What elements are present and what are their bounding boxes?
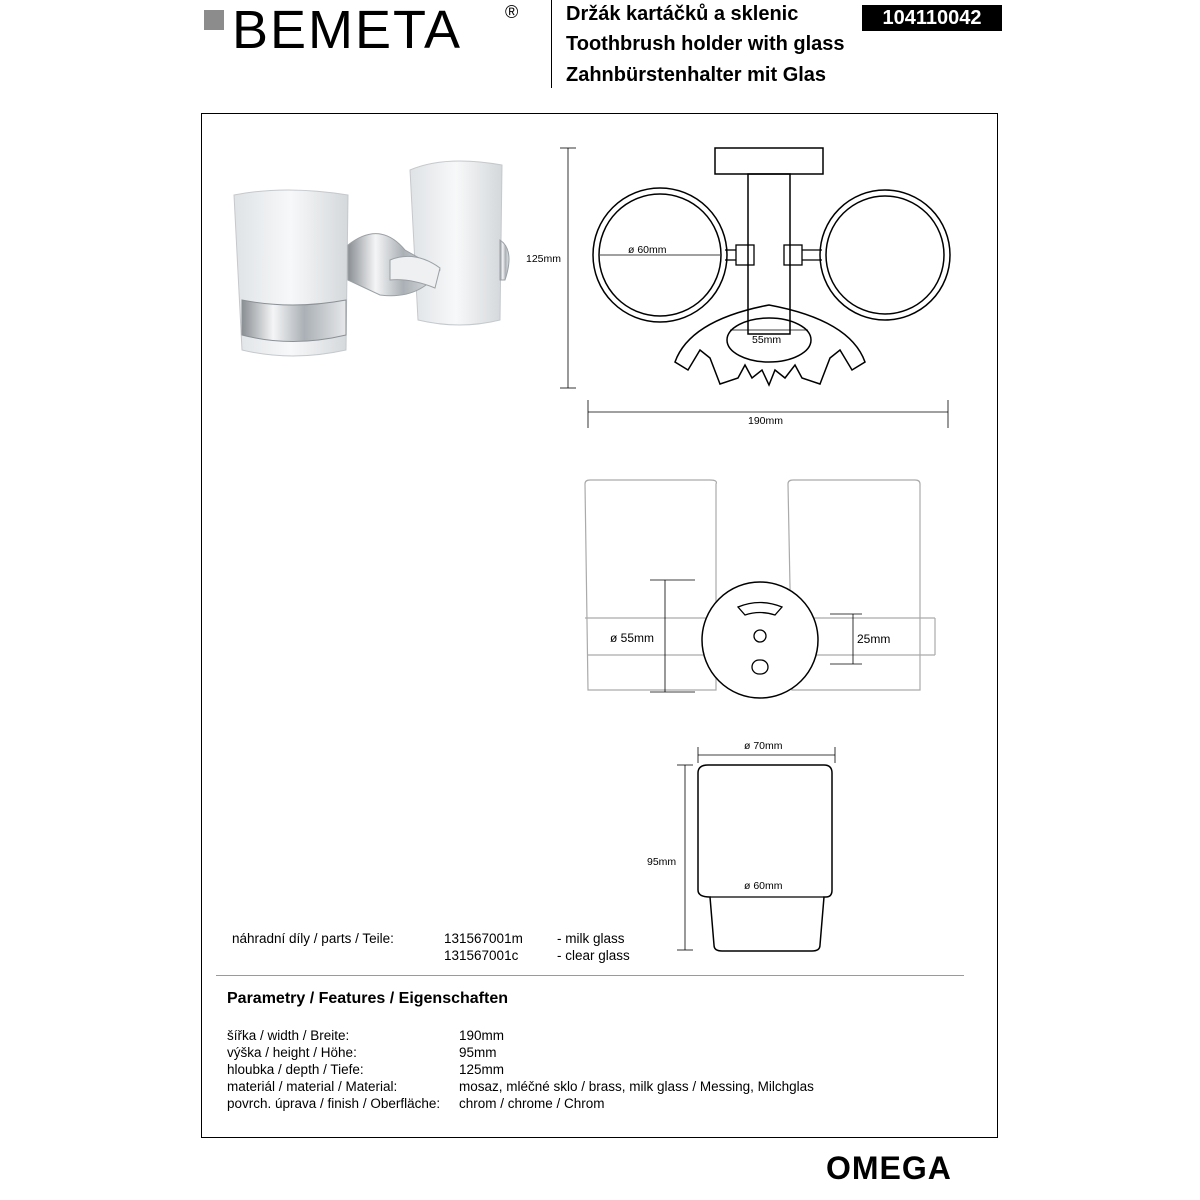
feature-label: hloubka / depth / Tiefe: xyxy=(227,1062,364,1077)
feature-label: šířka / width / Breite: xyxy=(227,1028,350,1043)
feature-value: 95mm xyxy=(459,1045,497,1060)
feature-label: povrch. úprava / finish / Oberfläche: xyxy=(227,1096,441,1111)
dim-total-width: 190mm xyxy=(748,415,784,427)
product-title-cz: Držák kartáčků a sklenic xyxy=(566,3,799,25)
front-view-drawing xyxy=(570,470,950,700)
feature-label: výška / height / Höhe: xyxy=(227,1045,357,1060)
spare-part-desc: - milk glass xyxy=(557,931,625,946)
series-name: OMEGA xyxy=(826,1150,952,1186)
spare-part-code: 131567001m xyxy=(444,931,523,946)
product-code-badge: 104110042 xyxy=(862,5,1002,31)
dim-glass-bottom: ø 60mm xyxy=(744,880,783,892)
features-title: Parametry / Features / Eigenschaften xyxy=(227,990,508,1007)
dim-glass-diameter: ø 55mm xyxy=(610,631,655,645)
feature-value: 125mm xyxy=(459,1062,505,1077)
dim-glass-height: 95mm xyxy=(647,856,677,868)
product-title-en: Toothbrush holder with glass xyxy=(566,33,845,55)
section-divider xyxy=(216,975,964,976)
registered-mark: ® xyxy=(505,2,519,22)
product-photo xyxy=(230,150,530,380)
spare-part-code: 131567001c xyxy=(444,948,519,963)
dim-height-top: 125mm xyxy=(526,253,562,265)
top-view-drawing xyxy=(526,140,960,440)
feature-value: chrom / chrome / Chrom xyxy=(459,1096,605,1111)
dim-glass-top: ø 70mm xyxy=(744,740,783,752)
spare-part-desc: - clear glass xyxy=(557,948,630,963)
brand-logo-mark xyxy=(204,10,224,30)
header-divider xyxy=(551,0,552,88)
dim-holder-width: 55mm xyxy=(752,334,782,346)
brand-logo: BEMETA xyxy=(232,0,463,60)
feature-value: 190mm xyxy=(459,1028,505,1043)
spare-parts-label: náhradní díly / parts / Teile: xyxy=(232,931,394,946)
dim-ring-diameter: ø 60mm xyxy=(628,244,667,256)
glass-drawing xyxy=(640,735,860,965)
product-title-de: Zahnbürstenhalter mit Glas xyxy=(566,64,827,86)
feature-value: mosaz, mléčné sklo / brass, milk glass / Messing, Milchglas xyxy=(459,1079,814,1094)
feature-label: materiál / material / Material: xyxy=(227,1079,398,1094)
dim-mount: 25mm xyxy=(857,632,891,646)
